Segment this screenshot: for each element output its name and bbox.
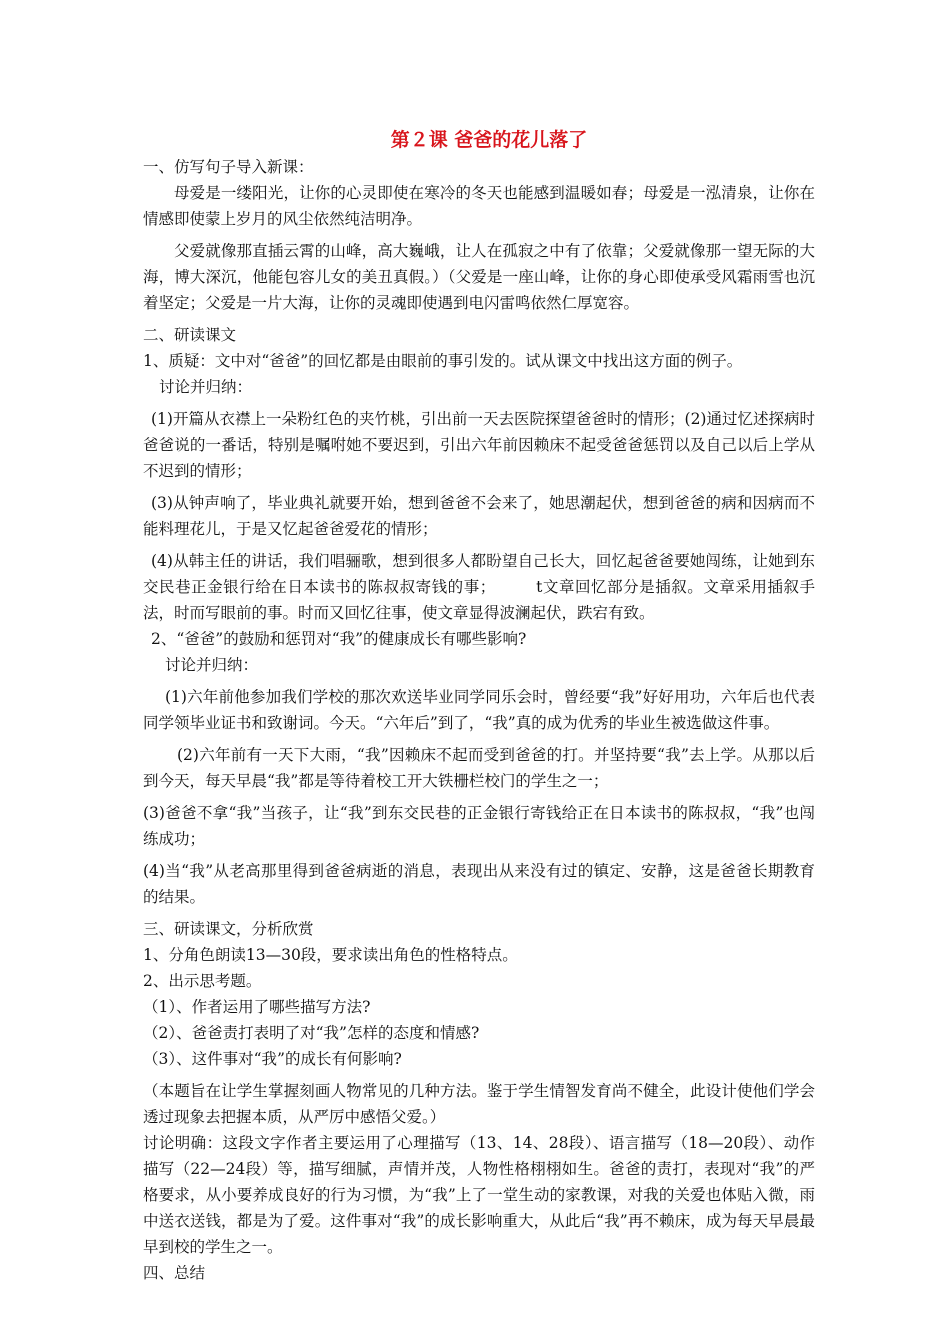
paragraph-mother-love: 母爱是一缕阳光，让你的心灵即使在寒冷的冬天也能感到温暖如春；母爱是一泓清泉，让你在情感即使蒙上岁月的风尘依然纯洁明净。 — [143, 184, 815, 228]
sub-question-2: （2）、爸爸责打表明了对“我”怎样的态度和情感? — [143, 1024, 480, 1042]
task-2: 2、出示思考题。 — [143, 972, 262, 990]
answer-2-1: (1)六年前他参加我们学校的那次欢送毕业同学同乐会时，曾经要“我”好好用功，六年后也代表同学领毕业证书和致谢词。今天。“六年后”到了，“我”真的成为优秀的毕业生被选做这件事。 — [143, 688, 815, 732]
discussion-label-1: 讨论并归纳： — [159, 378, 253, 396]
design-note: （本题旨在让学生掌握刻画人物常见的几种方法。鉴于学生情智发育尚不健全，此设计使他们学会透过现象去把握本质，从严厉中感悟父爱。） — [143, 1082, 815, 1126]
document-page — [143, 126, 815, 1286]
answer-1-4: (4)从韩主任的讲话，我们唱骊歌，想到很多人都盼望自己长大，回忆起爸爸要她闯练，让她到东交民巷正金银行给在日本读书的陈叔叔寄钱的事； t文章回忆部分是插叙。文章采用插叙手法，时而写眼前的事。时而又回忆往事，使文章显得波澜起伏，跌宕有致。 — [143, 552, 815, 622]
answer-2-4: (4)当“我”从老高那里得到爸爸病逝的消息，表现出从来没有过的镇定、安静，这是爸爸长期教育的结果。 — [143, 862, 815, 906]
task-1: 1、分角色朗读13—30段，要求读出角色的性格特点。 — [143, 946, 518, 964]
answer-2-2: (2)六年前有一天下大雨，“我”因赖床不起而受到爸爸的打。并坚持要“我”去上学。从那以后到今天，每天早晨“我”都是等待着校工开大铁栅栏校门的学生之一； — [143, 746, 815, 790]
question-1: 1、质疑：文中对“爸爸”的回忆都是由眼前的事引发的。试从课文中找出这方面的例子。 — [143, 352, 743, 370]
sub-question-3: （3）、这件事对“我”的成长有何影响? — [143, 1050, 402, 1068]
answer-2-3: (3)爸爸不拿“我”当孩子，让“我”到东交民巷的正金银行寄钱给正在日本读书的陈叔叔，“我”也闯练成功； — [143, 804, 815, 848]
answer-1-1: (1)开篇从衣襟上一朵粉红色的夹竹桃，引出前一天去医院探望爸爸时的情形；(2)通过忆述探病时爸爸说的一番话，特别是嘱咐她不要迟到，引出六年前因赖床不起受爸爸惩罚以及自己以后上学从不迟到的情形； — [143, 410, 815, 480]
section-heading-2: 二、研读课文 — [143, 326, 237, 344]
section-heading-3: 三、研读课文，分析欣赏 — [143, 920, 314, 938]
section-heading-4: 四、总结 — [143, 1264, 206, 1282]
answer-1-3: (3)从钟声响了，毕业典礼就要开始，想到爸爸不会来了，她思潮起伏，想到爸爸的病和因病而不能料理花儿，于是又忆起爸爸爱花的情形； — [143, 494, 815, 538]
discussion-conclusion: 讨论明确：这段文字作者主要运用了心理描写（13、14、28段）、语言描写（18—20段）、动作描写（22—24段）等，描写细腻，声情并茂，人物性格栩栩如生。爸爸的责打，表现对“我”的严格要求，从小要养成良好的行为习惯，为“我”上了一堂生动的家教课，对我的关爱也体贴入微，雨中送衣送钱，都是为了爱。这件事对“我”的成长影响重大，从此后“我”再不赖床，成为每天早晨最早到校的学生之一。 — [143, 1134, 815, 1256]
discussion-label-2: 讨论并归纳： — [165, 656, 259, 674]
question-2: 2、“爸爸”的鼓励和惩罚对“我”的健康成长有哪些影响? — [151, 630, 527, 648]
section-heading-1: 一、仿写句子导入新课： — [143, 158, 314, 176]
sub-question-1: （1）、作者运用了哪些描写方法? — [143, 998, 371, 1016]
paragraph-father-love: 父爱就像那直插云霄的山峰，高大巍峨，让人在孤寂之中有了依靠；父爱就像那一望无际的大海，博大深沉，他能包容儿女的美丑真假。）（父爱是一座山峰，让你的身心即使承受风霜雨雪也沉着坚定；父爱是一片大海，让你的灵魂即使遇到电闪雷鸣依然仁厚宽容。 — [143, 242, 815, 312]
lesson-title: 第２课 爸爸的花儿落了 — [390, 129, 588, 151]
